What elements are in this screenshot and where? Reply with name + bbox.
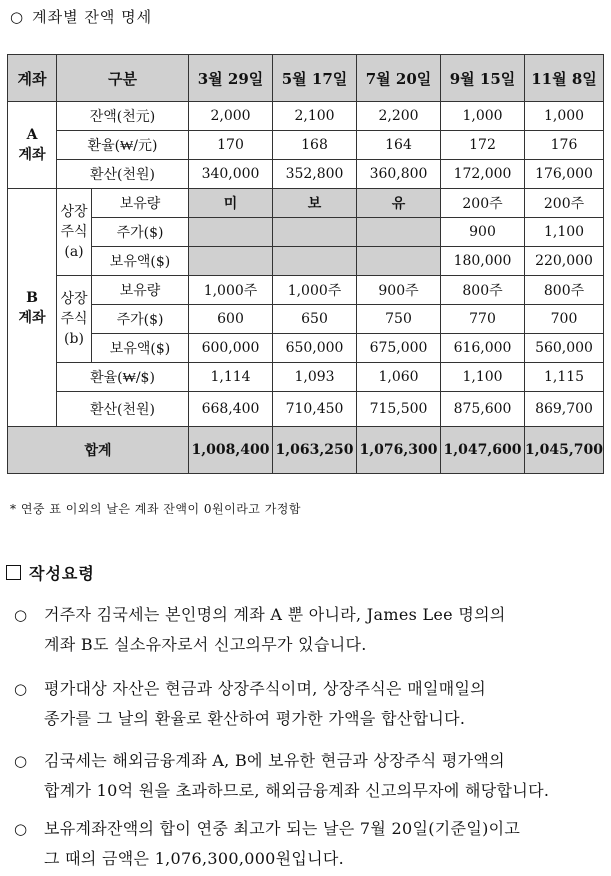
- table-row: [8, 247, 604, 276]
- table-cell: 2,200: [357, 102, 441, 131]
- table-cell: 770: [441, 305, 525, 334]
- table-cell: 800주: [441, 276, 525, 305]
- total-cell: 1,047,600: [441, 427, 525, 474]
- table-cell: 600,000: [189, 334, 273, 363]
- list-item: ○ 평가대상 자산은 현금과 상장주식이며, 상장주식은 매일매일의 종가를 그 날의 환율로 환산하여 평가한 가액을 합산합니다.: [14, 674, 604, 734]
- table-cell: 800주: [525, 276, 604, 305]
- table-cell: 710,450: [273, 392, 357, 427]
- table-cell: 900: [441, 218, 525, 247]
- total-cell: 1,045,700: [525, 427, 604, 474]
- footnote: * 연중 표 이외의 날은 계좌 잔액이 0원이라고 가정함: [10, 502, 301, 516]
- table-cell: 200주: [525, 189, 604, 218]
- section-title: 작성요령: [6, 561, 95, 584]
- table-row: [8, 363, 604, 392]
- table-cell: 650: [273, 305, 357, 334]
- heading-title: 계좌별 잔액 명세: [32, 8, 153, 26]
- circle-bullet-icon: ○: [14, 680, 28, 698]
- table-cell: 560,000: [525, 334, 604, 363]
- table-cell: 352,800: [273, 160, 357, 189]
- header-account: 계좌: [8, 55, 57, 102]
- table-row: [8, 131, 604, 160]
- header-date: 7월 20일: [357, 55, 441, 102]
- row-label: 주가($): [92, 218, 189, 247]
- table-cell: 675,000: [357, 334, 441, 363]
- not-held-cell: 보: [273, 189, 357, 218]
- table-row: [8, 305, 604, 334]
- table-cell: 170: [189, 131, 273, 160]
- stock-a-group-label: 상장 주식 (a): [57, 189, 92, 276]
- table-cell: 172,000: [441, 160, 525, 189]
- total-label: 합계: [8, 427, 189, 474]
- not-held-cell: 미: [189, 189, 273, 218]
- list-item: ○ 김국세는 해외금융계좌 A, B에 보유한 현금과 상장주식 평가액의 합계가 10억 원을 초과하므로, 해외금융계좌 신고의무자에 해당합니다.: [14, 746, 604, 806]
- table-row: [8, 160, 604, 189]
- header-date: 11월 8일: [525, 55, 604, 102]
- table-row: [8, 392, 604, 427]
- circle-bullet-icon: ○: [10, 8, 25, 26]
- table-cell: 168: [273, 131, 357, 160]
- table-row: [8, 102, 604, 131]
- table-cell: 616,000: [441, 334, 525, 363]
- table-cell: 1,100: [525, 218, 604, 247]
- table-cell: 1,093: [273, 363, 357, 392]
- table-cell: 900주: [357, 276, 441, 305]
- row-label: 보유액($): [92, 247, 189, 276]
- empty-cell: [189, 218, 273, 247]
- stock-b-group-label: 상장 주식 (b): [57, 276, 92, 363]
- table-cell: 220,000: [525, 247, 604, 276]
- account-a-label: A 계좌: [8, 102, 57, 189]
- table-row: [8, 276, 604, 305]
- row-label: 잔액(천元): [57, 102, 189, 131]
- table-cell: 1,000: [441, 102, 525, 131]
- not-held-cell: 유: [357, 189, 441, 218]
- row-label: 보유액($): [92, 334, 189, 363]
- table-cell: 1,000: [525, 102, 604, 131]
- empty-cell: [357, 247, 441, 276]
- row-label: 환산(천원): [57, 160, 189, 189]
- circle-bullet-icon: ○: [14, 606, 28, 624]
- table-cell: 1,115: [525, 363, 604, 392]
- table-cell: 668,400: [189, 392, 273, 427]
- table-cell: 715,500: [357, 392, 441, 427]
- table-cell: 700: [525, 305, 604, 334]
- table-cell: 875,600: [441, 392, 525, 427]
- table-cell: 869,700: [525, 392, 604, 427]
- table-cell: 340,000: [189, 160, 273, 189]
- total-cell: 1,008,400: [189, 427, 273, 474]
- table-cell: 750: [357, 305, 441, 334]
- table-cell: 360,800: [357, 160, 441, 189]
- table-cell: 200주: [441, 189, 525, 218]
- row-label: 주가($): [92, 305, 189, 334]
- table-cell: 172: [441, 131, 525, 160]
- table-cell: 176,000: [525, 160, 604, 189]
- table-row: [8, 189, 604, 218]
- row-label: 보유량: [92, 189, 189, 218]
- row-label: 환율(₩/$): [57, 363, 189, 392]
- total-row: [8, 427, 604, 474]
- header-date: 3월 29일: [189, 55, 273, 102]
- circle-bullet-icon: ○: [14, 820, 28, 838]
- table-cell: 164: [357, 131, 441, 160]
- list-item: ○ 보유계좌잔액의 합이 연중 최고가 되는 날은 7월 20일(기준일)이고 그 때의 금액은 1,076,300,000원입니다.: [14, 814, 604, 874]
- table-row: [8, 218, 604, 247]
- table-row: [8, 334, 604, 363]
- table-cell: 1,100: [441, 363, 525, 392]
- row-label: 환산(천원): [57, 392, 189, 427]
- circle-bullet-icon: ○: [14, 752, 28, 770]
- list-item: ○ 거주자 김국세는 본인명의 계좌 A 뿐 아니라, James Lee 명의의 계좌 B도 실소유자로서 신고의무가 있습니다.: [14, 600, 604, 660]
- table-cell: 180,000: [441, 247, 525, 276]
- empty-cell: [189, 247, 273, 276]
- row-label: 보유량: [92, 276, 189, 305]
- empty-cell: [357, 218, 441, 247]
- table-cell: 176: [525, 131, 604, 160]
- table-cell: 2,100: [273, 102, 357, 131]
- table-header-row: [8, 55, 604, 102]
- table-cell: 1,000주: [273, 276, 357, 305]
- account-balance-table: [7, 54, 604, 474]
- table-cell: 1,060: [357, 363, 441, 392]
- row-label: 환율(₩/元): [57, 131, 189, 160]
- empty-cell: [273, 218, 357, 247]
- table-cell: 1,000주: [189, 276, 273, 305]
- table-cell: 650,000: [273, 334, 357, 363]
- account-b-label: B 계좌: [8, 189, 57, 427]
- table-cell: 2,000: [189, 102, 273, 131]
- header-date: 5월 17일: [273, 55, 357, 102]
- table-cell: 600: [189, 305, 273, 334]
- header-category: 구분: [57, 55, 189, 102]
- checkbox-square-icon: [6, 565, 21, 580]
- section-heading: [10, 6, 152, 27]
- header-date: 9월 15일: [441, 55, 525, 102]
- total-cell: 1,063,250: [273, 427, 357, 474]
- table-cell: 1,114: [189, 363, 273, 392]
- empty-cell: [273, 247, 357, 276]
- total-cell: 1,076,300: [357, 427, 441, 474]
